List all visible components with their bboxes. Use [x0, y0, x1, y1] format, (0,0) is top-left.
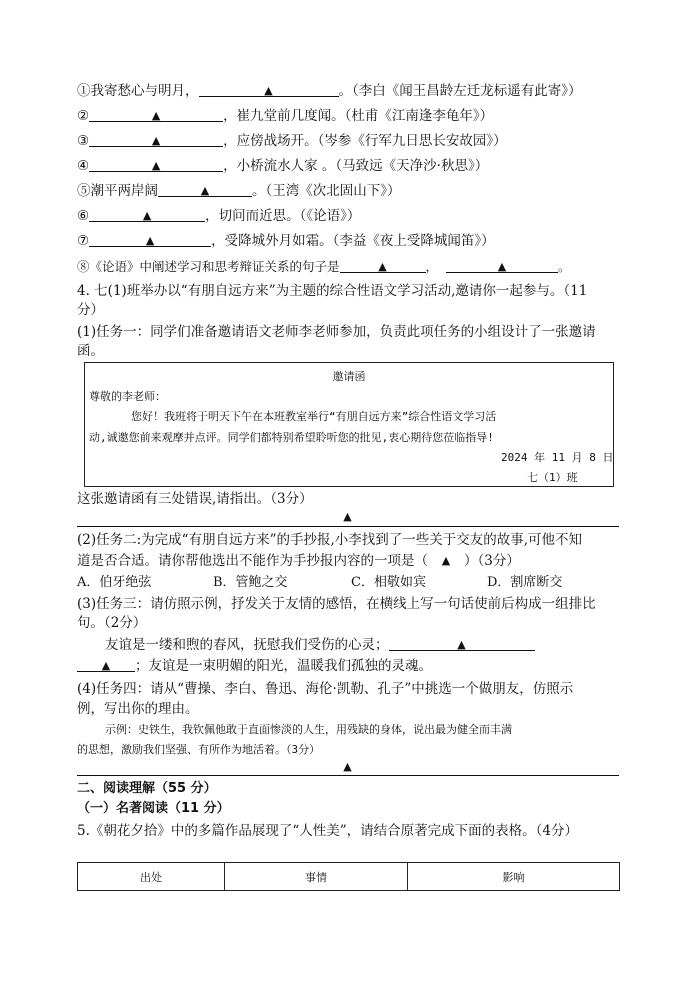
q4-title: 4. 七(1)班举办以“有朋自远方来”为主题的综合性语文学习活动,邀请你一起参与。（11 [77, 283, 588, 299]
table-header-row [78, 863, 620, 891]
sentence-text: 友谊是一缕和煦的春风，抚慰我们受伤的心灵； [105, 637, 389, 653]
triangle-marker-icon: ▲ [101, 659, 111, 672]
answer-line[interactable] [77, 526, 619, 527]
answer-blank[interactable] [89, 132, 223, 147]
poem-line-5 [77, 182, 401, 200]
triangle-marker-icon: ▲ [378, 260, 387, 273]
poem-number: ③ [77, 133, 90, 149]
q4-title-cont: 分） [77, 302, 104, 318]
poem-source: ，切问而近思。（《论语》） [205, 208, 361, 224]
triangle-marker-icon: ▲ [142, 209, 152, 222]
option-a[interactable]: A．伯牙绝弦 [77, 575, 152, 590]
poem-source: ，受降城外月如霜。（李益《夜上受降城闻笛》） [211, 233, 495, 249]
triangle-marker-icon: ▲ [343, 510, 352, 523]
answer-blank[interactable] [158, 182, 252, 197]
section2-subheading: （一）名著阅读（11 分） [77, 801, 230, 816]
task2-prompt: 道是否合适。请你帮他选出不能作为手抄报内容的一项是（ [77, 553, 428, 569]
section2-heading: 二、阅读理解（55 分） [77, 781, 217, 796]
poem-line-3 [77, 132, 507, 150]
invitation-greeting: 尊敬的李老师： [89, 390, 166, 403]
poem-text: ⑧《论语》中阐述学习和思考辩证关系的句子是 [77, 259, 340, 274]
sentence-text: ；友谊是一束明媚的阳光，温暖我们孤独的灵魂。 [135, 658, 432, 674]
task2-options [77, 574, 562, 592]
triangle-marker-icon: ▲ [151, 134, 161, 147]
task2-score: ）（3分） [464, 553, 520, 569]
poem-source: ，小桥流水人家 。（马致远《天净沙·秋思》） [223, 158, 489, 174]
task3-text-cont: 句。（2分） [77, 615, 147, 631]
poem-line-8 [77, 258, 571, 276]
poem-number: ⑦ [77, 233, 90, 249]
poem-line-1 [77, 82, 582, 100]
task4-example: 示例：史铁生，我钦佩他敢于直面惨淡的人生，用残缺的身体，说出最为健全而丰满 [105, 723, 512, 736]
q5-table [77, 862, 620, 891]
option-d[interactable]: D．割席断交 [487, 575, 563, 590]
option-b[interactable]: B．管鲍之交 [213, 575, 288, 590]
task4-text-cont: 例，写出你的理由。 [77, 701, 199, 717]
poem-number: ② [77, 108, 90, 124]
task1-text-cont: 函。 [77, 343, 104, 359]
poem-source: ，应傍战场开。（岑参《行军九日思长安故园》） [223, 133, 507, 149]
poem-line-4 [77, 157, 488, 175]
invitation-heading: 邀请函 [332, 370, 366, 383]
invitation-body: 您好！我班将于明天下午在本班教室举行“有朋自远方来”综合性语文学习活 [131, 410, 497, 423]
answer-blank[interactable] [389, 636, 535, 651]
task3-sentence-2 [77, 657, 432, 675]
q5-text: 5.《朝花夕拾》中的多篇作品展现了“人性美”，请结合原著完成下面的表格。（4分） [77, 823, 579, 839]
poem-source: 。（李白《闻王昌龄左迁龙标遥有此寄》） [338, 83, 582, 99]
poem-text: ⑤潮平两岸阔 [77, 183, 158, 199]
task4-example-cont: 的思想，激励我们坚强、有所作为地活着。（3分） [77, 743, 321, 756]
poem-text: ①我寄愁心与明月， [77, 83, 199, 99]
task2-text-cont [77, 552, 520, 571]
invitation-box [84, 362, 614, 487]
poem-number: ⑥ [77, 208, 90, 224]
answer-line[interactable] [77, 775, 619, 776]
task3-text: (3)任务三：请仿照示例，抒发关于友情的感悟，在横线上写一句话使前后构成一组排比 [77, 596, 596, 612]
poem-number: ④ [77, 158, 90, 174]
answer-blank[interactable] [89, 157, 223, 172]
invitation-sign: 七（1）班 [527, 471, 578, 484]
triangle-marker-icon: ▲ [457, 638, 466, 651]
triangle-marker-icon: ▲ [151, 109, 161, 122]
table-header-impact: 影响 [408, 863, 620, 891]
poem-line-6 [77, 207, 360, 225]
answer-blank[interactable] [89, 207, 205, 222]
invitation-body: 动,诚邀您前来观摩并点评。同学们都特别希望聆听您的批见,衷心期待您莅临指导! [89, 431, 494, 444]
task4-text: (4)任务四：请从“曹操、李白、鲁迅、海伦·凯勒、孔子”中挑选一个做朋友，仿照示 [77, 681, 574, 697]
triangle-marker-icon: ▲ [200, 184, 210, 197]
answer-blank[interactable] [77, 657, 135, 672]
poem-line-7 [77, 232, 495, 250]
answer-blank[interactable] [199, 82, 339, 97]
task2-text: (2)任务二:为完成“有朋自远方来”的手抄报,小李找到了一些关于交友的故事,可他不知 [77, 532, 583, 548]
punctuation: ， [425, 259, 439, 274]
poem-source: ，崔九堂前几度闻。（杜甫《江南逢李龟年》） [223, 108, 494, 124]
table-header-event: 事情 [225, 863, 408, 891]
task1-question: 这张邀请函有三处错误,请指出。（3分） [77, 491, 313, 507]
invitation-date: 2024 年 11 月 8 日 [501, 451, 614, 464]
punctuation: 。 [558, 259, 571, 274]
triangle-marker-icon: ▲ [497, 260, 507, 273]
triangle-marker-icon: ▲ [151, 159, 161, 172]
task1-text: (1)任务一：同学们准备邀请语文老师李老师参加，负责此项任务的小组设计了一张邀请 [77, 324, 596, 340]
poem-source: 。（王湾《次北固山下》） [252, 183, 401, 199]
answer-slot[interactable] [428, 552, 464, 571]
triangle-marker-icon: ▲ [441, 554, 451, 567]
answer-blank[interactable] [89, 232, 211, 247]
option-c[interactable]: C．相敬如宾 [351, 575, 426, 590]
answer-blank[interactable] [89, 107, 223, 122]
answer-blank[interactable] [446, 258, 558, 273]
table-header-source: 出处 [78, 863, 225, 891]
triangle-marker-icon: ▲ [145, 234, 155, 247]
answer-blank[interactable] [340, 258, 426, 273]
triangle-marker-icon: ▲ [343, 760, 352, 773]
poem-line-2 [77, 107, 493, 125]
task3-sentence-1 [105, 636, 535, 654]
triangle-marker-icon: ▲ [264, 84, 273, 97]
